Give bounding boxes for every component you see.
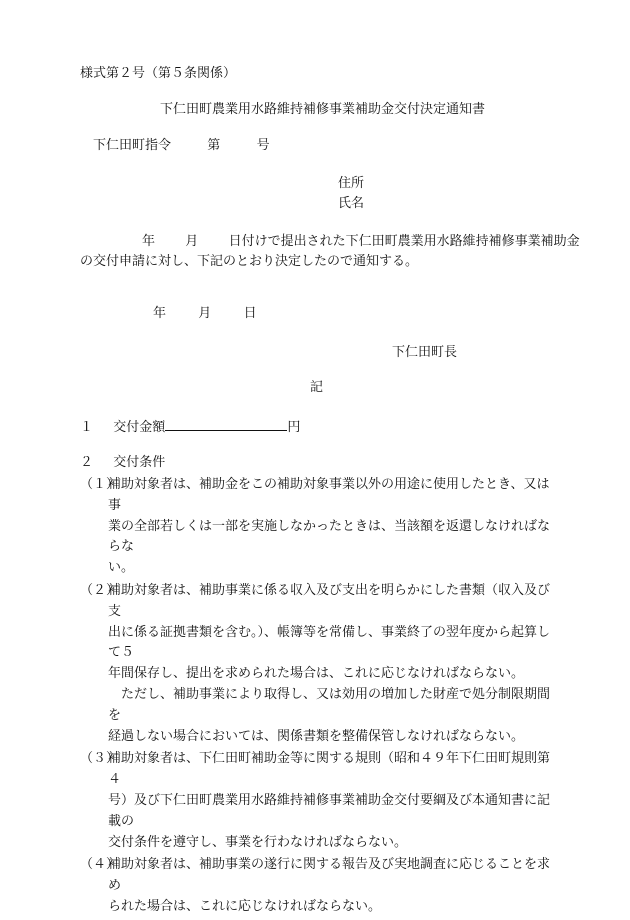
section-1-label: 交付金額 xyxy=(113,420,166,435)
condition-line: 年間保存し、提出を求められた場合は、これに応じなければならない。 xyxy=(108,666,525,682)
condition-proviso-line: 経過しない場合においては、関係書類を整備保管しなければならない。 xyxy=(108,728,525,744)
condition-line: 号）及び下仁田町農業用水路維持補修事業補助金交付要綱及び本通知書に記載の xyxy=(108,792,551,829)
section-2-label: 交付条件 xyxy=(113,455,166,470)
condition-line: 交付条件を遵守し、事業を行わなければならない。 xyxy=(108,834,408,850)
conditions-list xyxy=(80,475,550,920)
intro-line1-rest: 日付けで提出された下仁田町農業用水路維持補修事業補助金 xyxy=(228,234,580,249)
date-month: 月 xyxy=(198,306,212,321)
section-2-number: ２ xyxy=(80,455,94,470)
address-label: 住所 xyxy=(338,176,365,191)
form-label: 様式第２号（第５条関係） xyxy=(80,66,237,81)
intro-line-1 xyxy=(142,232,580,253)
condition-number: （１） xyxy=(80,477,120,492)
directive-number-line xyxy=(93,136,270,157)
section-1-number: １ xyxy=(80,420,94,435)
condition-item xyxy=(80,475,550,579)
condition-number: （４） xyxy=(80,857,120,873)
condition-line: 補助対象者は、下仁田町補助金等に関する規則（昭和４９年下仁田町規則第４ xyxy=(108,751,551,788)
date-line xyxy=(153,304,257,325)
condition-line: い。 xyxy=(108,560,135,576)
condition-number: （２） xyxy=(80,582,120,598)
condition-line: 補助対象者は、補助金をこの補助対象事業以外の用途に使用したとき、又は事 xyxy=(108,477,550,513)
condition-proviso-line: ただし、補助事業により取得し、又は効用の増加した財産で処分制限期間を xyxy=(108,686,551,723)
section-2-heading xyxy=(80,453,165,474)
amount-blank-line xyxy=(165,416,287,431)
condition-line: 補助対象者は、補助事業に係る収入及び支出を明らかにした書類（収入及び支 xyxy=(108,582,551,619)
name-label: 氏名 xyxy=(338,196,365,211)
ki-heading: 記 xyxy=(310,380,324,395)
condition-item xyxy=(80,581,550,747)
intro-year: 年 xyxy=(142,234,156,249)
date-day: 日 xyxy=(243,306,257,321)
condition-line: られた場合は、これに応じなければならない。 xyxy=(108,898,382,914)
document-title: 下仁田町農業用水路維持補修事業補助金交付決定通知書 xyxy=(160,102,486,117)
issuer: 下仁田町長 xyxy=(392,345,458,360)
condition-item xyxy=(80,749,550,853)
condition-line: 出に係る証拠書類を含む。）、帳簿等を常備し、事業終了の翌年度から起算して５ xyxy=(108,624,551,661)
section-1-unit: 円 xyxy=(287,420,301,435)
directive-go: 号 xyxy=(256,138,270,153)
condition-number: （３） xyxy=(80,751,120,767)
intro-month: 月 xyxy=(185,234,199,249)
directive-dai: 第 xyxy=(207,138,221,153)
condition-line: 業の全部若しくは一部を実施しなかったときは、当該額を返還しなければならな xyxy=(108,518,551,555)
intro-line-2: の交付申請に対し、下記のとおり決定したので通知する。 xyxy=(80,254,419,269)
condition-item xyxy=(80,855,550,917)
section-1-amount xyxy=(80,416,300,439)
date-year: 年 xyxy=(153,306,167,321)
directive-prefix: 下仁田町指令 xyxy=(93,138,172,153)
condition-line: 補助対象者は、補助事業の遂行に関する報告及び実地調査に応じることを求め xyxy=(108,857,551,894)
